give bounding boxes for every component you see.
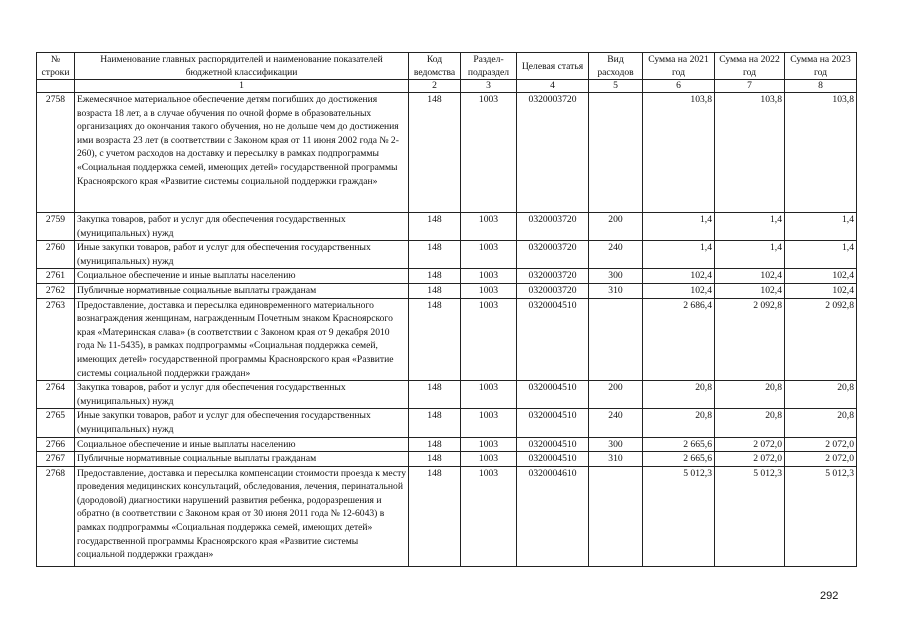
- page-number: 292: [820, 590, 839, 602]
- expense-type-cell: [589, 93, 643, 213]
- sum-2022-cell: 103,8: [715, 93, 785, 213]
- department-code-cell: 148: [409, 93, 461, 213]
- row-number-cell: 2760: [37, 241, 75, 269]
- department-code-cell: 148: [409, 409, 461, 437]
- target-article-cell: 0320003720: [517, 213, 589, 241]
- sum-2023-cell: 5 012,3: [785, 466, 857, 566]
- column-index-cell: 5: [589, 80, 643, 93]
- section-cell: 1003: [461, 269, 517, 284]
- department-code-cell: 148: [409, 213, 461, 241]
- table-row: [37, 437, 857, 452]
- section-cell: 1003: [461, 381, 517, 409]
- sum-2022-cell: 2 092,8: [715, 298, 785, 381]
- column-index-cell: 4: [517, 80, 589, 93]
- column-index-cell: [37, 80, 75, 93]
- target-article-cell: 0320003720: [517, 269, 589, 284]
- sum-2023-cell: 2 072,0: [785, 452, 857, 467]
- sum-2021-cell: 2 665,6: [643, 452, 715, 467]
- sum-2021-cell: 103,8: [643, 93, 715, 213]
- header-section: Раздел-подраздел: [461, 53, 517, 80]
- sum-2021-cell: 20,8: [643, 409, 715, 437]
- table-row: [37, 213, 857, 241]
- row-name-cell: Закупка товаров, работ и услуг для обеспечения государственных (муниципальных) нужд: [75, 213, 409, 241]
- section-cell: 1003: [461, 298, 517, 381]
- header-row-number: № строки: [37, 53, 75, 80]
- column-index-cell: 8: [785, 80, 857, 93]
- row-number-cell: 2763: [37, 298, 75, 381]
- row-number-cell: 2767: [37, 452, 75, 467]
- department-code-cell: 148: [409, 437, 461, 452]
- header-row: [37, 53, 857, 80]
- row-number-cell: 2768: [37, 466, 75, 566]
- row-number-cell: 2758: [37, 93, 75, 213]
- sum-2022-cell: 5 012,3: [715, 466, 785, 566]
- expense-type-cell: 310: [589, 452, 643, 467]
- header-sum-2022: Сумма на 2022 год: [715, 53, 785, 80]
- sum-2023-cell: 1,4: [785, 213, 857, 241]
- target-article-cell: 0320004510: [517, 298, 589, 381]
- row-name-cell: Социальное обеспечение и иные выплаты населению: [75, 269, 409, 284]
- row-number-cell: 2766: [37, 437, 75, 452]
- row-number-cell: 2761: [37, 269, 75, 284]
- header-name: Наименование главных распорядителей и наименование показателей бюджетной классификации: [75, 53, 409, 80]
- header-sum-2023: Сумма на 2023 год: [785, 53, 857, 80]
- expense-type-cell: 300: [589, 269, 643, 284]
- column-index-cell: 6: [643, 80, 715, 93]
- expense-type-cell: [589, 298, 643, 381]
- sum-2023-cell: 1,4: [785, 241, 857, 269]
- row-name-cell: Публичные нормативные социальные выплаты гражданам: [75, 283, 409, 298]
- sum-2023-cell: 2 092,8: [785, 298, 857, 381]
- sum-2022-cell: 20,8: [715, 409, 785, 437]
- section-cell: 1003: [461, 409, 517, 437]
- header-department-code: Код ведомства: [409, 53, 461, 80]
- sum-2021-cell: 1,4: [643, 241, 715, 269]
- sum-2021-cell: 5 012,3: [643, 466, 715, 566]
- sum-2023-cell: 102,4: [785, 269, 857, 284]
- row-number-cell: 2762: [37, 283, 75, 298]
- header-target-article: Целевая статья: [517, 53, 589, 80]
- target-article-cell: 0320004510: [517, 381, 589, 409]
- table-row: [37, 93, 857, 213]
- table-row: [37, 452, 857, 467]
- row-number-cell: 2764: [37, 381, 75, 409]
- sum-2023-cell: 103,8: [785, 93, 857, 213]
- row-name-cell: Ежемесячное материальное обеспечение детям погибших до достижения возраста 18 лет, а в случае обучения по очной форме в образовательных организациях до окончания такого обучения, но не дольше чем до достижения ими возраста 23 лет (в соответствии с Законом края от 11 июня 2002 года № 2-260), с учетом расходов на доставку и пересылку в рамках подпрограммы «Социальная поддержка семей, имеющих детей» государственной программы Красноярского края «Развитие системы социальной поддержки граждан»: [75, 93, 409, 213]
- department-code-cell: 148: [409, 269, 461, 284]
- sum-2021-cell: 102,4: [643, 283, 715, 298]
- sum-2021-cell: 102,4: [643, 269, 715, 284]
- header-sum-2021: Сумма на 2021 год: [643, 53, 715, 80]
- expense-type-cell: 200: [589, 213, 643, 241]
- department-code-cell: 148: [409, 298, 461, 381]
- column-index-cell: 1: [75, 80, 409, 93]
- row-name-cell: Иные закупки товаров, работ и услуг для обеспечения государственных (муниципальных) нужд: [75, 409, 409, 437]
- expense-type-cell: 200: [589, 381, 643, 409]
- section-cell: 1003: [461, 213, 517, 241]
- expense-type-cell: [589, 466, 643, 566]
- target-article-cell: 0320003720: [517, 93, 589, 213]
- section-cell: 1003: [461, 466, 517, 566]
- sum-2023-cell: 20,8: [785, 381, 857, 409]
- budget-table: [36, 52, 857, 567]
- section-cell: 1003: [461, 241, 517, 269]
- sum-2021-cell: 1,4: [643, 213, 715, 241]
- target-article-cell: 0320004610: [517, 466, 589, 566]
- row-name-cell: Публичные нормативные социальные выплаты гражданам: [75, 452, 409, 467]
- row-name-cell: Предоставление, доставка и пересылка компенсации стоимости проезда к месту проведения медицинских консультаций, обследования, лечения, перинатальной (дородовой) диагностики нарушений развития ребенка, родоразрешения и обратно (в соответствии с Законом края от 30 июня 2011 года № 12-6043) в рамках подпрограммы «Социальная поддержка семей, имеющих детей» государственной программы Красноярского края «Развитие системы социальной поддержки граждан»: [75, 466, 409, 566]
- department-code-cell: 148: [409, 283, 461, 298]
- target-article-cell: 0320004510: [517, 437, 589, 452]
- expense-type-cell: 300: [589, 437, 643, 452]
- header-expense-type: Вид расходов: [589, 53, 643, 80]
- sum-2023-cell: 20,8: [785, 409, 857, 437]
- sum-2021-cell: 20,8: [643, 381, 715, 409]
- column-index-cell: 3: [461, 80, 517, 93]
- row-name-cell: Социальное обеспечение и иные выплаты населению: [75, 437, 409, 452]
- sum-2023-cell: 102,4: [785, 283, 857, 298]
- sum-2023-cell: 2 072,0: [785, 437, 857, 452]
- table-row: [37, 241, 857, 269]
- section-cell: 1003: [461, 452, 517, 467]
- section-cell: 1003: [461, 93, 517, 213]
- department-code-cell: 148: [409, 381, 461, 409]
- department-code-cell: 148: [409, 466, 461, 566]
- sum-2022-cell: 1,4: [715, 241, 785, 269]
- table-row: [37, 409, 857, 437]
- row-name-cell: Закупка товаров, работ и услуг для обеспечения государственных (муниципальных) нужд: [75, 381, 409, 409]
- row-name-cell: Иные закупки товаров, работ и услуг для обеспечения государственных (муниципальных) нужд: [75, 241, 409, 269]
- sum-2022-cell: 2 072,0: [715, 437, 785, 452]
- target-article-cell: 0320004510: [517, 452, 589, 467]
- sum-2022-cell: 2 072,0: [715, 452, 785, 467]
- section-cell: 1003: [461, 437, 517, 452]
- target-article-cell: 0320004510: [517, 409, 589, 437]
- target-article-cell: 0320003720: [517, 283, 589, 298]
- sum-2021-cell: 2 665,6: [643, 437, 715, 452]
- expense-type-cell: 310: [589, 283, 643, 298]
- sum-2022-cell: 1,4: [715, 213, 785, 241]
- table-row: [37, 283, 857, 298]
- column-index-cell: 2: [409, 80, 461, 93]
- row-number-cell: 2759: [37, 213, 75, 241]
- sum-2022-cell: 102,4: [715, 283, 785, 298]
- sum-2022-cell: 20,8: [715, 381, 785, 409]
- sum-2022-cell: 102,4: [715, 269, 785, 284]
- table-row: [37, 466, 857, 566]
- department-code-cell: 148: [409, 452, 461, 467]
- target-article-cell: 0320003720: [517, 241, 589, 269]
- expense-type-cell: 240: [589, 409, 643, 437]
- expense-type-cell: 240: [589, 241, 643, 269]
- sum-2021-cell: 2 686,4: [643, 298, 715, 381]
- table-row: [37, 269, 857, 284]
- table-row: [37, 381, 857, 409]
- department-code-cell: 148: [409, 241, 461, 269]
- column-index-row: [37, 80, 857, 93]
- row-name-cell: Предоставление, доставка и пересылка единовременного материального вознаграждения женщинам, награжденным Почетным знаком Красноярского края «Материнская слава» (в соответствии с Законом края от 9 декабря 2010 года № 11-5435), в рамках подпрограммы «Социальная поддержка семей, имеющих детей» государственной программы Красноярского края «Развитие системы социальной поддержки граждан»: [75, 298, 409, 381]
- column-index-cell: 7: [715, 80, 785, 93]
- section-cell: 1003: [461, 283, 517, 298]
- row-number-cell: 2765: [37, 409, 75, 437]
- table-row: [37, 298, 857, 381]
